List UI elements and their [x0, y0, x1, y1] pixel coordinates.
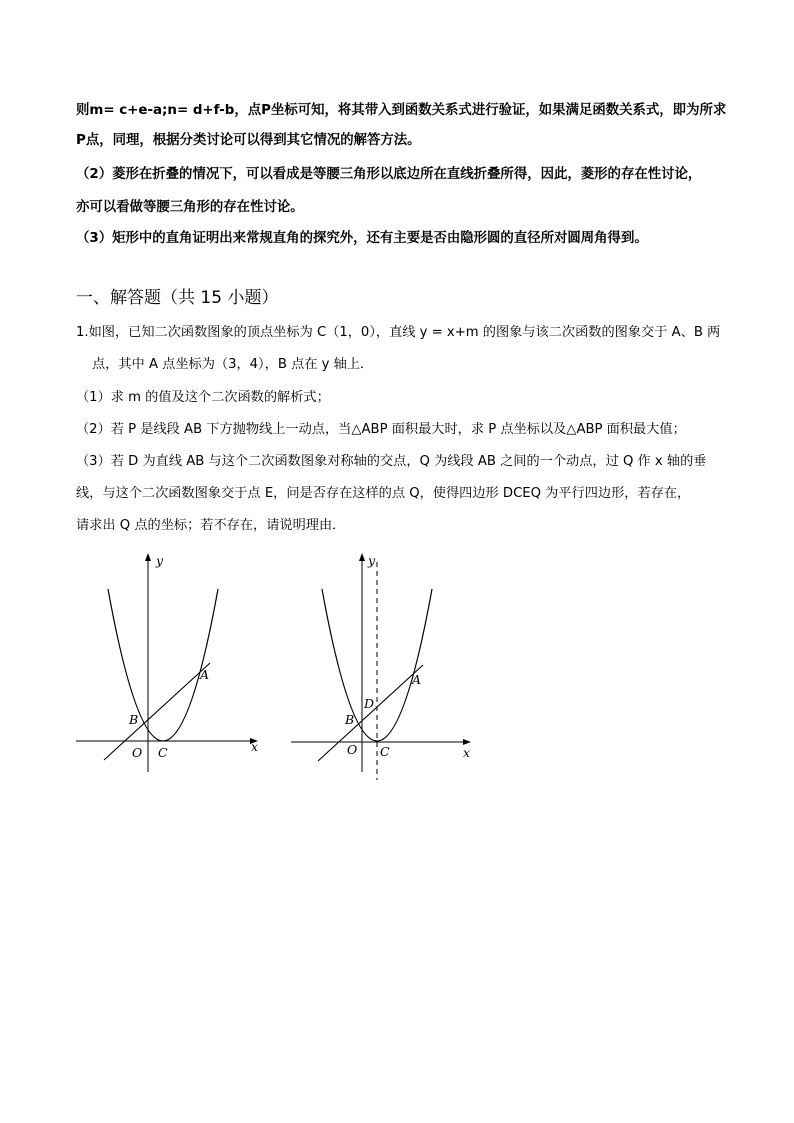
- figure-2-label-a: A: [412, 672, 422, 687]
- intro-line-3: （2）菱形在折叠的情况下，可以看成是等腰三角形以底边所在直线折叠所得，因此，菱形的存在性讨论，: [76, 167, 702, 182]
- figure-1-parabola: [108, 589, 218, 741]
- figure-1: [70, 548, 270, 778]
- figure-2: [285, 548, 485, 788]
- question-3-line-2: 线，与这个二次函数图象交于点 E，问是否存在这样的点 Q，使得四边形 DCEQ 为平行四边形，若存在，: [76, 486, 691, 501]
- question-1: （1）求 m 的值及这个二次函数的解析式；: [76, 390, 330, 405]
- figure-2-line-ab: [318, 665, 423, 761]
- figure-2-label-x: x: [463, 745, 471, 760]
- figure-2-label-c: C: [380, 744, 390, 759]
- figure-2-label-o: O: [347, 742, 358, 757]
- intro-line-5: （3）矩形中的直角证明出来常规直角的探究外，还有主要是否由隐形圆的直径所对圆周角得到。: [76, 231, 648, 246]
- intro-line-2: P点，同理，根据分类讨论可以得到其它情况的解答方法。: [76, 133, 421, 148]
- intro-line-1: 则m= c+e-a;n= d+f-b，点P坐标可知，将其带入到函数关系式进行验证，如果满足函数关系式，即为所求: [76, 103, 727, 118]
- section-heading: 一、解答题（共 15 小题）: [76, 288, 279, 308]
- intro-line-4: 亦可以看做等腰三角形的存在性讨论。: [76, 200, 304, 215]
- figure-1-y-arrow: [145, 553, 151, 561]
- figure-1-line-ab: [104, 663, 210, 760]
- question-3-line-1: （3）若 D 为直线 AB 与这个二次函数图象对称轴的交点，Q 为线段 AB 之间的一个动点，过 Q 作 x 轴的垂: [76, 454, 707, 469]
- problem-line-2: 点，其中 A 点坐标为（3，4），B 点在 y 轴上．: [92, 357, 374, 372]
- figure-2-y-arrow: [359, 553, 365, 561]
- figure-2-label-d: D: [364, 696, 375, 711]
- figure-1-label-a: A: [200, 667, 210, 682]
- figure-1-label-y: y: [156, 553, 164, 568]
- problem-line-1: 1.如图，已知二次函数图象的顶点坐标为 C（1，0），直线 y = x+m 的图象与该二次函数的图象交于 A、B 两: [76, 325, 721, 340]
- figure-1-label-o: O: [132, 745, 143, 760]
- figure-1-label-x: x: [251, 739, 259, 754]
- figure-1-label-c: C: [158, 745, 168, 760]
- figure-1-label-b: B: [129, 712, 139, 727]
- question-2: （2）若 P 是线段 AB 下方抛物线上一动点，当△ABP 面积最大时，求 P 点坐标以及△ABP 面积最大值；: [76, 422, 686, 437]
- question-3-line-3: 请求出 Q 点的坐标；若不存在，请说明理由．: [76, 518, 346, 533]
- figure-2-label-y: y: [368, 553, 376, 568]
- figure-2-label-b: B: [345, 712, 355, 727]
